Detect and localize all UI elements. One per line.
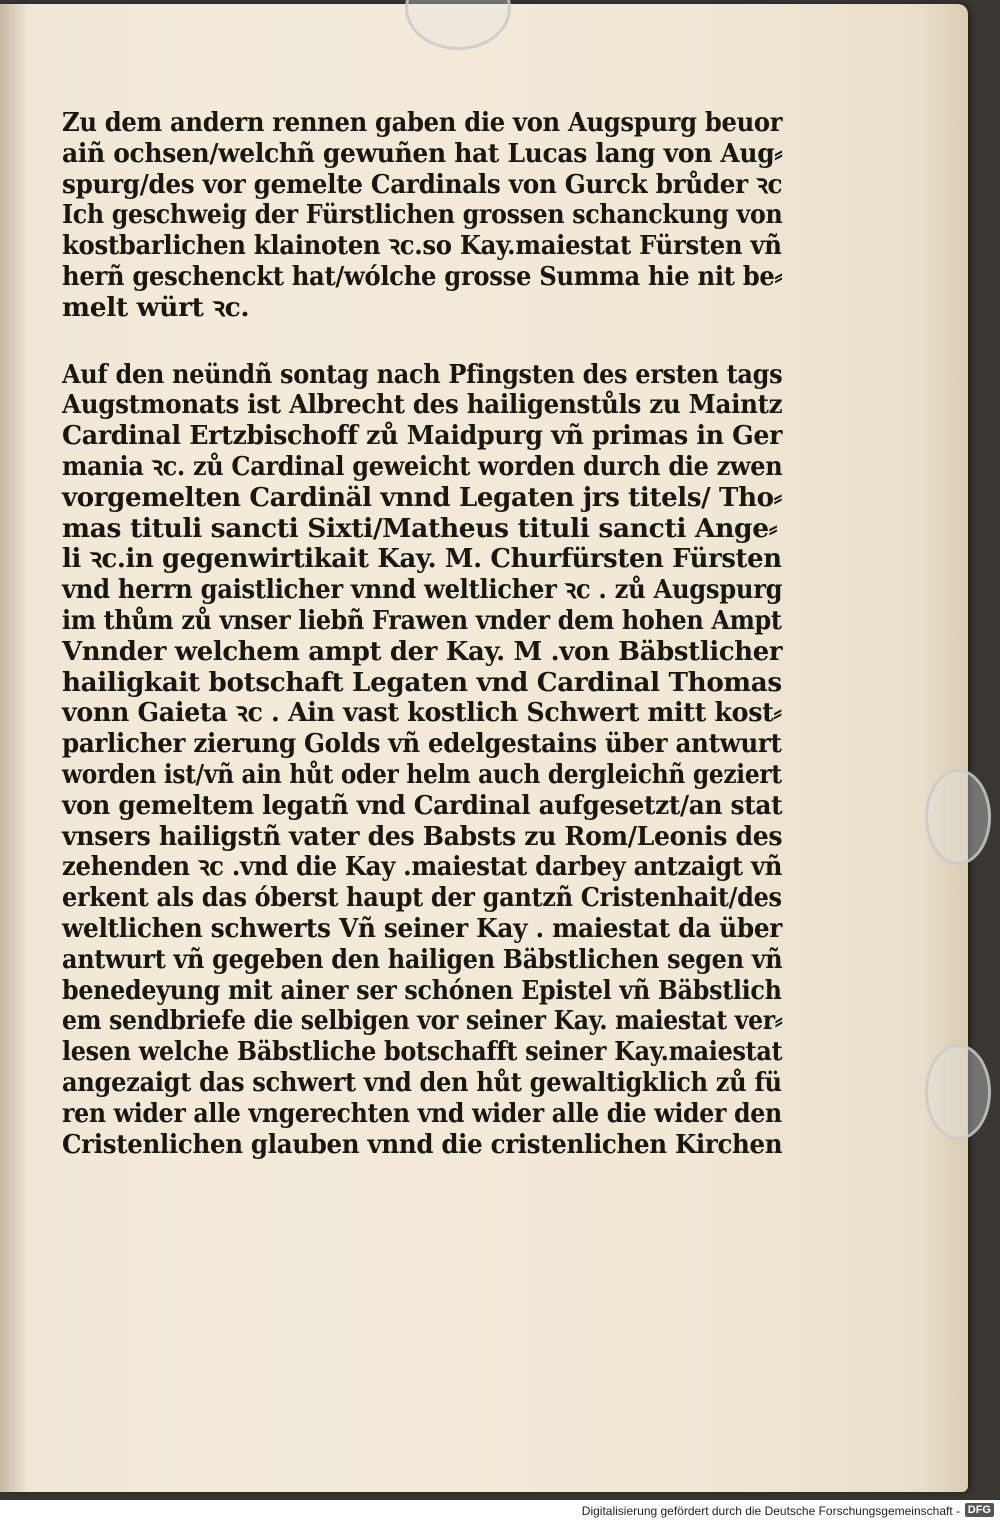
text-line: vnd herrn gaistlicher vnnd weltlicher ꝛc . zů Augspurg <box>62 574 783 606</box>
paragraph-1 <box>62 108 782 324</box>
text-line: Zu dem andern rennen gaben die von Augspurg beuor <box>62 107 783 138</box>
text-line: Ich geschweig der Fürstlichen grossen schanckung von <box>62 199 783 231</box>
text-line: Cristenlichen glauben vnnd die cristenlichen Kirchen <box>62 1128 783 1160</box>
text-line: angezaigt das schwert vnd den hůt gewaltigklich zů fü <box>62 1066 782 1098</box>
paper-clip-right-lower <box>925 1044 991 1140</box>
page-text <box>62 108 782 1160</box>
text-line: vnsers hailigstñ vater des Babsts zu Rom/Leonis des <box>62 820 783 852</box>
text-line: vonn Gaieta ꝛc . Ain vast kostlich Schwert mitt kost⸗ <box>62 697 782 729</box>
text-line: mas tituli sancti Sixti/Matheus tituli sancti Ange⸗ <box>62 512 778 544</box>
text-line: erkent als das óberst haupt der gantzñ Cristenhait/des <box>62 882 782 914</box>
text-line: lesen welche Bäbstliche botschafft seiner Kay.maiestat <box>62 1036 783 1068</box>
digitization-footer <box>0 1500 1000 1522</box>
book-page <box>0 4 968 1492</box>
text-line: Vnnder welchem ampt der Kay. M .von Bäbstlicher <box>62 635 783 667</box>
text-line: zehenden ꝛc .vnd die Kay .maiestat darbey antzaigt vñ <box>62 851 783 883</box>
text-line: spurg/des vor gemelte Cardinals von Gurck brůder ꝛc <box>62 168 783 200</box>
text-line: aiñ ochsen/welchñ gewuñen hat Lucas lang von Aug⸗ <box>62 137 783 169</box>
text-line: hailigkait botschaft Legaten vnd Cardinal Thomas <box>62 666 782 698</box>
text-line: weltlichen schwerts Vñ seiner Kay . maiestat da über <box>62 912 782 944</box>
text-line: vorgemelten Cardinäl vnnd Legaten jrs titels/ Tho⸗ <box>62 481 782 513</box>
text-line: em sendbriefe die selbigen vor seiner Kay. maiestat ver⸗ <box>62 1005 783 1037</box>
text-line: mania ꝛc. zů Cardinal geweicht worden durch die zwen <box>62 450 783 482</box>
text-line: Auf den neündñ sontag nach Pfingsten des ersten tags <box>62 358 783 390</box>
paper-clip-right-upper <box>925 769 991 865</box>
text-line: benedeyung mit ainer ser schónen Epistel vñ Bäbstlich <box>62 974 782 1006</box>
text-line: Cardinal Ertzbischoff zů Maidpurg vñ primas in Ger <box>62 420 783 452</box>
text-line: von gemeltem legatñ vnd Cardinal aufgesetzt/an stat <box>62 789 783 821</box>
paragraph-2 <box>62 360 782 1161</box>
text-line: Augstmonats ist Albrecht des hailigenstůls zu Maintz <box>62 389 783 421</box>
paragraph-gap <box>62 324 782 360</box>
spine-shadow <box>0 4 28 1492</box>
footer-credit-text: Digitalisierung gefördert durch die Deutsche Forschungsgemeinschaft - <box>581 1504 960 1518</box>
text-line: herñ geschenckt hat/wólche grosse Summa hie nit be⸗ <box>62 260 783 292</box>
text-line: li ꝛc.in gegenwirtikait Kay. M. Churfürsten Fürsten <box>62 543 782 575</box>
text-line: kostbarlichen klainoten ꝛc.so Kay.maiestat Fürsten vñ <box>62 230 782 262</box>
text-line: worden ist/vñ ain hůt oder helm auch dergleichñ geziert <box>62 758 782 790</box>
text-line: ren wider alle vngerechten vnd wider alle die wider den <box>62 1097 782 1129</box>
text-line: melt würt ꝛc. <box>62 291 250 323</box>
text-line: antwurt vñ gegeben den hailigen Bäbstlichen segen vñ <box>62 943 783 975</box>
text-line: parlicher zierung Golds vñ edelgestains über antwurt <box>62 728 782 760</box>
dfg-logo: DFG <box>965 1503 994 1517</box>
text-line: im thům zů vnser liebñ Frawen vnder dem hohen Ampt <box>62 604 782 636</box>
paper-clip-top <box>405 0 511 50</box>
